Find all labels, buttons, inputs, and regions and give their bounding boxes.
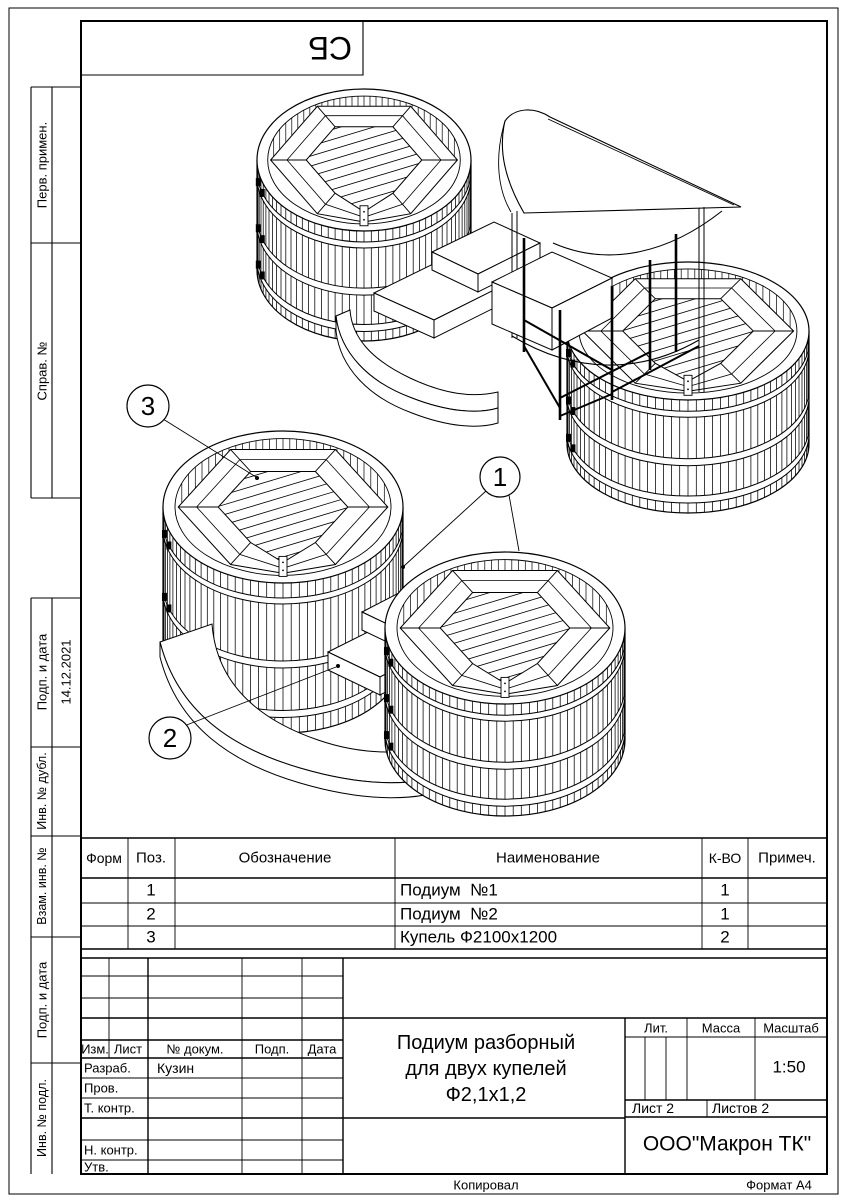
titleblock-doc: № докум. <box>166 1041 224 1057</box>
margin-label-sprav-no: Справ. № <box>34 341 50 401</box>
titleblock-izm: Изм. <box>81 1041 109 1057</box>
parts-header-primech: Примеч. <box>758 849 816 867</box>
canopy-roof <box>502 110 741 213</box>
hot-tub-top-right <box>566 195 809 513</box>
margin-label-podp-data-2: Подп. и дата <box>34 961 50 1039</box>
parts-row-name: Подиум №2 <box>400 904 498 924</box>
hot-tub-bottom-right <box>384 492 625 816</box>
parts-header-oboznachenie: Обозначение <box>238 849 332 867</box>
balloon-2-number: 2 <box>162 723 178 753</box>
titleblock-razrab-name: Кузин <box>157 1060 195 1076</box>
titleblock-utv: Утв. <box>84 1159 109 1175</box>
leader-dot <box>336 664 340 668</box>
leader-dot <box>401 565 405 569</box>
parts-row-name: Подиум №1 <box>400 880 498 900</box>
stamp-code: СБ <box>307 30 353 66</box>
parts-row-poz: 1 <box>146 880 156 900</box>
margin-label-inv-dubl: Инв. № дубл. <box>34 752 49 830</box>
titleblock-podp: Подп. <box>254 1041 290 1057</box>
margin-label-vzam-inv: Взам. инв. № <box>34 847 49 925</box>
titleblock-razrab: Разраб. <box>84 1060 131 1076</box>
margin-label-perv-primen: Перв. примен. <box>34 121 50 209</box>
margin-label-podp-data-1: Подп. и дата <box>34 633 50 711</box>
parts-row-poz: 2 <box>146 904 156 924</box>
parts-row-qty: 1 <box>720 904 730 924</box>
parts-row-name: Купель Ф2100х1200 <box>400 927 558 947</box>
titleblock-list: Лист <box>113 1041 143 1057</box>
titleblock-sheet: Лист 2 <box>632 1100 675 1116</box>
parts-header-poz: Поз. <box>136 849 166 867</box>
titleblock-lit: Лит. <box>644 1020 668 1036</box>
titleblock-n-kontr: Н. контр. <box>84 1142 138 1158</box>
parts-header-naimenovanie: Наименование <box>496 849 600 867</box>
footer-format: Формат А4 <box>746 1177 812 1193</box>
balloon-3-number: 3 <box>140 391 156 421</box>
titleblock-t-kontr: Т. контр. <box>84 1100 135 1116</box>
titleblock-scale: 1:50 <box>772 1057 806 1077</box>
parts-header-form: Форм <box>86 850 122 866</box>
company-name: ООО"Макрон ТК" <box>642 1132 812 1156</box>
parts-header-qty: К-ВО <box>708 850 742 866</box>
doc-title-line1: Подиум разборный <box>396 1032 576 1054</box>
leader-dot <box>255 476 259 480</box>
titleblock-data: Дата <box>307 1041 337 1057</box>
assembly-view-bottom <box>160 371 625 816</box>
titleblock-prov: Пров. <box>84 1080 119 1096</box>
footer-kopiroval: Копировал <box>453 1177 519 1193</box>
titleblock-massa: Масса <box>701 1020 741 1036</box>
doc-title-line3: Ф2,1х1,2 <box>445 1084 527 1106</box>
titleblock-sheets: Листов 2 <box>712 1100 770 1116</box>
margin-label-inv-podl: Инв. № подл. <box>34 1079 49 1157</box>
doc-title-line2: для двух купелей <box>405 1058 567 1080</box>
parts-row-qty: 2 <box>720 927 730 947</box>
margin-date-value: 14.12.2021 <box>58 639 74 705</box>
balloon-1-number: 1 <box>492 462 508 492</box>
parts-row-poz: 3 <box>146 927 156 947</box>
parts-row-qty: 1 <box>720 880 730 900</box>
titleblock-masshtab: Масштаб <box>763 1020 819 1036</box>
